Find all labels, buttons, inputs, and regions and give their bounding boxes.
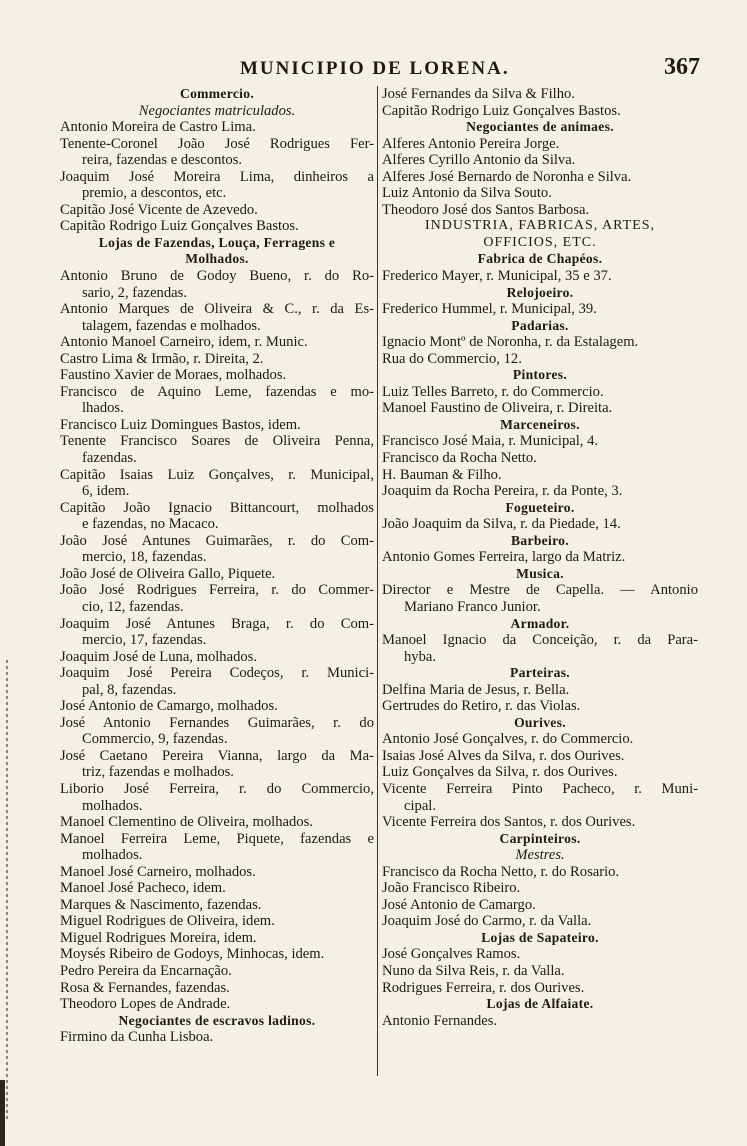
directory-entry-line: Luiz Gonçalves da Silva, r. dos Ourives. [382,764,618,781]
page-header [60,54,700,84]
section-heading: Mestres. [515,847,565,864]
directory-entry-line: Antonio Moreira de Castro Lima. [60,119,256,136]
section-heading: Ourives. [514,714,566,730]
directory-entry-line: Firmino da Cunha Lisboa. [60,1029,214,1046]
directory-entry-line: Alferes Antonio Pereira Jorge. [382,135,560,152]
section-heading: Molhados. [185,251,249,267]
directory-entry-line: Director e Mestre de Capella. — Antonio [382,582,698,599]
directory-entry-line: Alferes Cyrillo Antonio da Silva. [382,152,576,169]
directory-entry-line: molhados. [82,797,143,814]
directory-entry-line: talagem, fazendas e molhados. [82,317,261,334]
section-heading: Lojas de Alfaiate. [486,996,594,1012]
section-heading: INDUSTRIA, FABRICAS, ARTES, [424,218,656,234]
directory-entry-line: Luiz Telles Barreto, r. do Commercio. [382,383,604,400]
directory-entry-line: Capitão Rodrigo Luiz Gonçalves Bastos. [60,218,299,235]
directory-entry-line: Manoel José Carneiro, molhados. [60,863,256,880]
directory-entry-line: Mariano Franco Junior. [404,598,541,615]
directory-entry-line: Francisco José Maia, r. Municipal, 4. [382,433,599,450]
directory-entry-line: João José de Oliveira Gallo, Piquete. [60,565,276,582]
directory-entry-line: Rosa & Fernandes, fazendas. [60,979,230,996]
running-title: MUNICIPIO DE LORENA. [240,58,510,79]
section-heading: Carpinteiros. [499,830,581,846]
directory-entry-line: Rua do Commercio, 12. [382,350,522,367]
directory-entry-line: Vicente Ferreira Pinto Pacheco, r. Muni- [382,780,698,797]
directory-entry-line: Manoel José Pacheco, idem. [60,880,226,897]
directory-entry-line: Vicente Ferreira dos Santos, r. dos Ourives. [382,814,636,831]
section-heading: Negociantes de escravos ladinos. [118,1012,316,1028]
directory-entry-line: Frederico Hummel, r. Municipal, 39. [382,301,597,318]
directory-entry-line: Manoel Clementino de Oliveira, molhados. [60,814,313,831]
directory-entry-line: Manoel Ignacio da Conceição, r. da Para- [382,632,698,649]
directory-entry-line: sario, 2, fazendas. [82,284,187,301]
directory-entry-line: Joaquim José do Carmo, r. da Valla. [382,913,592,930]
directory-entry-line: mercio, 18, fazendas. [82,549,207,566]
directory-entry-line: hyba. [404,648,437,665]
directory-entry-line: Manoel Ferreira Leme, Piquete, fazendas e [60,830,374,847]
directory-entry-line: Theodoro José dos Santos Barbosa. [382,201,590,218]
directory-entry-line: Antonio Fernandes. [382,1012,498,1029]
directory-entry-line: Frederico Mayer, r. Municipal, 35 e 37. [382,268,612,285]
directory-entry-line: Castro Lima & Irmão, r. Direita, 2. [60,350,264,367]
section-heading: Armador. [510,615,570,631]
directory-entry-line: lhados. [82,400,124,417]
directory-entry-line: José Gonçalves Ramos. [382,946,521,963]
section-heading: Negociantes matriculados. [138,102,296,119]
directory-entry-line: Miguel Rodrigues de Oliveira, idem. [60,913,275,930]
directory-entry-line: Commercio, 9, fazendas. [82,731,228,748]
directory-entry-line: e fazendas, no Macaco. [82,516,219,533]
directory-entry-line: cipal. [404,797,437,814]
directory-entry-line: Alferes José Bernardo de Noronha e Silva. [382,168,632,185]
section-heading: Musica. [516,565,564,581]
directory-entry-line: Francisco da Rocha Netto, r. do Rosario. [382,863,620,880]
right-column [382,86,698,1029]
directory-entry-line: Manoel Faustino de Oliveira, r. Direita. [382,400,613,417]
directory-entry-line: Capitão João Ignacio Bittancourt, molhados [60,499,374,516]
column-divider [377,86,378,1076]
page-number: 367 [664,54,700,80]
directory-entry-line: Francisco de Aquino Leme, fazendas e mo- [60,383,374,400]
directory-entry-line: José Caetano Pereira Vianna, largo da Ma- [60,747,374,764]
directory-entry-line: Joaquim da Rocha Pereira, r. da Ponte, 3. [382,483,623,500]
section-heading: Parteiras. [510,665,570,681]
directory-entry-line: molhados. [82,847,143,864]
directory-entry-line: Joaquim José Pereira Codeços, r. Munici- [60,665,374,682]
directory-entry-line: 6, idem. [82,483,130,500]
directory-entry-line: Isaias José Alves da Silva, r. dos Ourives. [382,747,625,764]
directory-entry-line: Capitão José Vicente de Azevedo. [60,201,258,218]
directory-entry-line: Antonio Marques de Oliveira & C., r. da Es- [60,301,374,318]
binding-edge [0,1080,5,1146]
directory-entry-line: Pedro Pereira da Encarnação. [60,962,232,979]
section-heading: Pintores. [512,367,568,383]
section-heading: Padarias. [511,317,569,333]
directory-entry-line: H. Bauman & Filho. [382,466,502,483]
directory-entry-line: Capitão Isaias Luiz Gonçalves, r. Municipal, [60,466,374,483]
directory-entry-line: reira, fazendas e descontos. [82,152,243,169]
directory-entry-line: José Antonio de Camargo. [382,896,536,913]
section-heading: Lojas de Fazendas, Louça, Ferragens e [98,234,336,250]
directory-entry-line: pal, 8, fazendas. [82,681,177,698]
section-heading: Fabrica de Chapéos. [477,251,603,267]
directory-entry-line: Marques & Nascimento, fazendas. [60,896,262,913]
directory-entry-line: João José Antunes Guimarães, r. do Com- [60,532,374,549]
directory-entry-line: João Francisco Ribeiro. [382,880,521,897]
directory-entry-line: Capitão Rodrigo Luiz Gonçalves Bastos. [382,102,621,119]
section-heading: Commercio. [179,86,255,101]
directory-entry-line: Joaquim José Moreira Lima, dinheiros a [60,168,374,185]
section-heading: Relojoeiro. [506,284,574,300]
directory-entry-line: Tenente-Coronel João José Rodrigues Fer- [60,135,374,152]
directory-entry-line: Rodrigues Ferreira, r. dos Ourives. [382,979,585,996]
directory-entry-line: Joaquim José de Luna, molhados. [60,648,257,665]
section-heading: Lojas de Sapateiro. [481,929,599,945]
directory-entry-line: Moysés Ribeiro de Godoys, Minhocas, idem. [60,946,325,963]
section-heading: OFFICIOS, ETC. [483,234,597,250]
section-heading: Fogueteiro. [505,499,575,515]
directory-entry-line: fazendas. [82,450,137,467]
directory-entry-line: Theodoro Lopes de Andrade. [60,996,231,1013]
directory-entry-line: Liborio José Ferreira, r. do Commercio, [60,780,374,797]
directory-entry-line: Joaquim José Antunes Braga, r. do Com- [60,615,374,632]
directory-entry-line: triz, fazendas e molhados. [82,764,234,781]
section-heading: Negociantes de animaes. [466,119,614,135]
section-heading: Barbeiro. [511,532,569,548]
directory-entry-line: Antonio Bruno de Godoy Bueno, r. do Ro- [60,268,374,285]
directory-entry-line: José Antonio de Camargo, molhados. [60,698,278,715]
directory-entry-line: Gertrudes do Retiro, r. das Violas. [382,698,581,715]
directory-entry-line: Ignacio Montº de Noronha, r. da Estalagem. [382,334,639,351]
directory-entry-line: José Fernandes da Silva & Filho. [382,86,575,102]
directory-entry-line: Luiz Antonio da Silva Souto. [382,185,552,202]
directory-entry-line: Francisco da Rocha Netto. [382,450,537,467]
section-heading: Marceneiros. [500,416,580,432]
directory-entry-line: João Joaquim da Silva, r. da Piedade, 14. [382,516,621,533]
directory-entry-line: Antonio Gomes Ferreira, largo da Matriz. [382,549,626,566]
directory-entry-line: Antonio José Gonçalves, r. do Commercio. [382,731,634,748]
directory-entry-line: premio, a descontos, etc. [82,185,227,202]
directory-entry-line: José Antonio Fernandes Guimarães, r. do [60,714,374,731]
directory-entry-line: cio, 12, fazendas. [82,598,184,615]
directory-entry-line: Tenente Francisco Soares de Oliveira Penna, [60,433,374,450]
directory-entry-line: Faustino Xavier de Moraes, molhados. [60,367,287,384]
directory-entry-line: Delfina Maria de Jesus, r. Bella. [382,681,570,698]
directory-entry-line: mercio, 17, fazendas. [82,632,207,649]
directory-entry-line: João José Rodrigues Ferreira, r. do Commer- [60,582,374,599]
directory-entry-line: Nuno da Silva Reis, r. da Valla. [382,962,565,979]
left-column [60,86,374,1046]
directory-entry-line: Francisco Luiz Domingues Bastos, idem. [60,416,301,433]
margin-mark [6,660,8,1120]
directory-entry-line: Antonio Manoel Carneiro, idem, r. Munic. [60,334,308,351]
directory-entry-line: Miguel Rodrigues Moreira, idem. [60,929,257,946]
